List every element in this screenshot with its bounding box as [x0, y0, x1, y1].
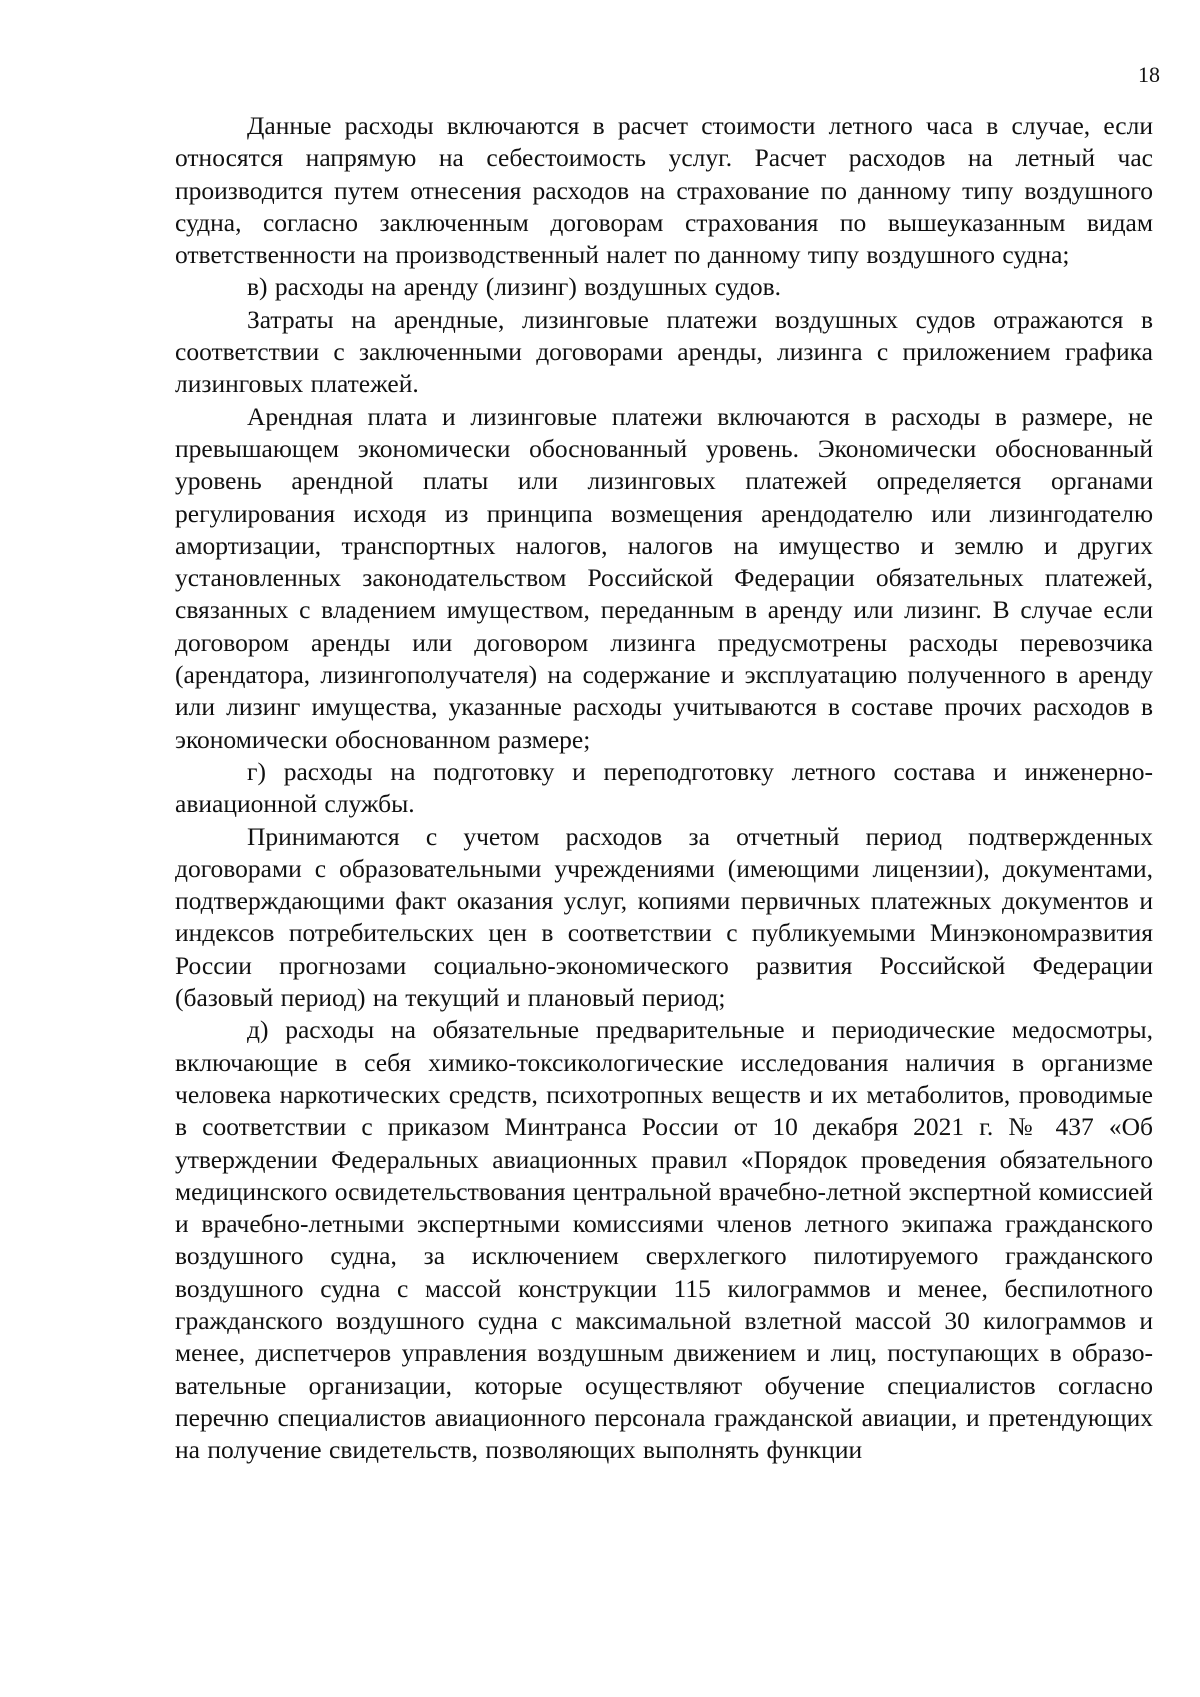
page-number: 18 — [1138, 62, 1160, 87]
paragraph-lease-costs: Затраты на арендные, лизинговые платежи воздушных судов отражаются в соответствии с заключенными договорами аренды, лизинга с приложением графика лизинговых платежей. — [175, 304, 1153, 399]
paragraph-lease-heading: в) расходы на аренду (лизинг) воздушных судов. — [247, 272, 782, 302]
document-body — [175, 110, 1153, 1466]
paragraph-training-costs: Принимаются с учетом расходов за отчетный период подтвержденных договорами с образовательными учреждениями (имеющими лицензии), документами, подтверждающими факт оказания услуг, копиями первичных платежных документов и индексов потребительских цен в соответствии с публикуемыми Минэкономразвития России прогнозами социально-экономического развития Российской Федерации (базовый период) на текущий и плановый период; — [175, 821, 1153, 1013]
paragraph-training-heading: г) расходы на подготовку и переподготовку летного состава и инженерно-авиационной службы. — [175, 756, 1153, 819]
paragraph-medical-exams: д) расходы на обязательные предварительные и периодические медосмотры, включающие в себя химико-токсикологические исследования наличия в организме человека наркотических средств, психотропных веществ и их метаболитов, проводимые в соответствии с приказом Минтранса России от 10 декабря 2021 г. № 437 «Об утверждении Федеральных авиационных правил «Порядок проведения обязательного медицинского освидетельствования центральной врачебно-летной экспертной комиссией и врачебно-летными экспертными комиссиями членов летного экипажа гражданского воздушного судна, за исключением сверхлегкого пилотируемого гражданского воздушного судна с массой конструкции 115 килограммов и менее, беспилотного гражданского воздушного судна с максимальной взлетной массой 30 килограммов и менее, диспетчеров управления воздушным движением и лиц, поступающих в образовательные организации, которые осуществляют обучение специалистов согласно перечню специалистов авиационного персонала гражданской авиации, и претендующих на получение свидетельств, позволяющих выполнять функции — [175, 1015, 1153, 1465]
paragraph-lease-payments: Арендная плата и лизинговые платежи включаются в расходы в размере, не превышающем экономически обоснованный уровень. Экономически обоснованный уровень арендной платы или лизинговых платежей определяется органами регулирования исходя из принципа возмещения арендодателю или лизингодателю амортизации, транспортных налогов, налогов на имущество и землю и других установленных законодательством Российской Федерации обязательных платежей, связанных с владением имуществом, переданным в аренду или лизинг. В случае если договором аренды или договором лизинга предусмотрены расходы перевозчика (арендатора, лизингополучателя) на содержание и эксплуатацию полученного в аренду или лизинг имущества, указанные расходы учитываются в составе прочих расходов в экономически обоснованном размере; — [175, 401, 1153, 754]
paragraph-insurance-flight-hour: Данные расходы включаются в расчет стоимости летного часа в случае, если относятся напрямую на себестоимость услуг. Расчет расходов на летный час производится путем отнесения расходов на страхование по данному типу воздушного судна, согласно заключенным договорам страхования по вышеуказанным видам ответственности на производственный налет по данному типу воздушного судна; — [175, 111, 1153, 270]
